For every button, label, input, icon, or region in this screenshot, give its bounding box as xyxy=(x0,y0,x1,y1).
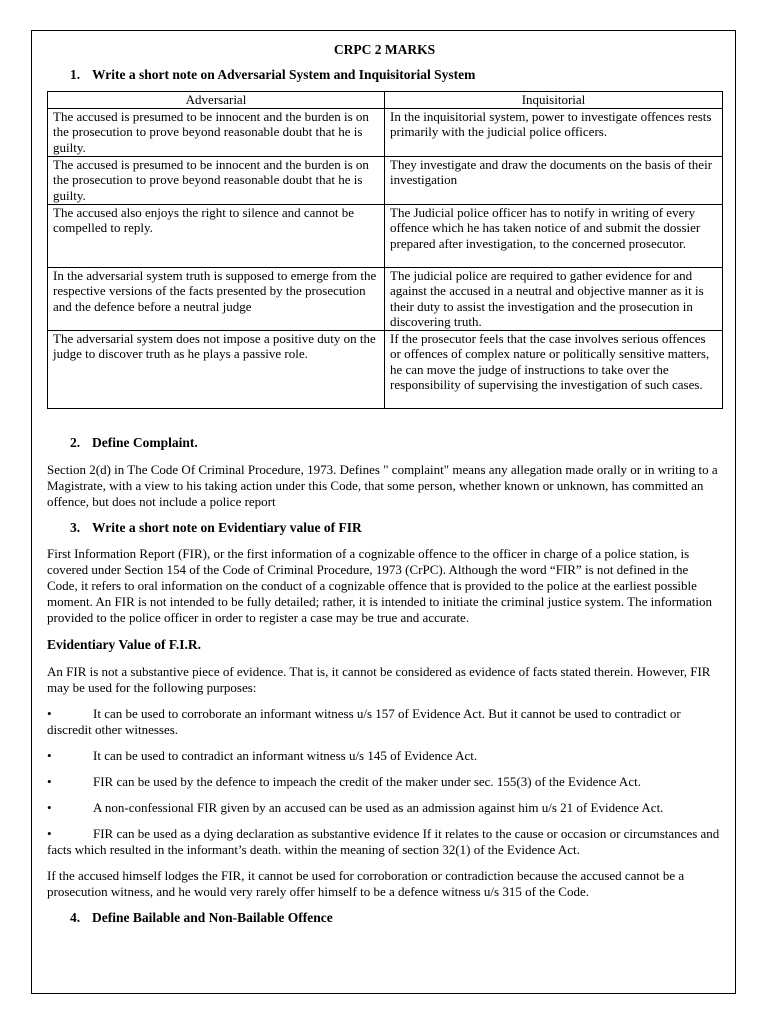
list-item xyxy=(47,800,722,816)
question-3-number: 3. xyxy=(70,519,81,535)
document-title: CRPC 2 MARKS xyxy=(333,42,436,57)
table-cell: The accused also enjoys the right to silence and cannot be compelled to reply. xyxy=(48,204,385,267)
list-item-text: It can be used to contradict an informant witness u/s 145 of Evidence Act. xyxy=(93,747,478,763)
question-1-number: 1. xyxy=(70,67,81,82)
question-3 xyxy=(47,520,722,536)
question-2 xyxy=(47,435,722,451)
evidentiary-value-heading: Evidentiary Value of F.I.R. xyxy=(47,636,202,652)
question-2-answer: Section 2(d) in The Code Of Criminal Procedure, 1973. Defines " complaint" means any allegation made orally or in writing to a Magistrate, with a view to his taking action under this Code, that some person, whether known or unknown, has committed an offence, but does not include a police report xyxy=(47,461,718,509)
table-row xyxy=(48,330,723,408)
table-cell: They investigate and draw the documents on the basis of their investigation xyxy=(385,156,723,204)
question-4 xyxy=(47,910,722,926)
list-item-text: It can be used to corroborate an informant witness u/s 157 of Evidence Act. But it cannot be used to contradict or discredit other witnesses. xyxy=(47,705,681,737)
list-item-text: A non-confessional FIR given by an accused can be used as an admission against him u/s 21 of Evidence Act. xyxy=(93,799,664,815)
header-inquisitorial: Inquisitorial xyxy=(385,92,723,109)
table-cell: In the adversarial system truth is supposed to emerge from the respective versions of the facts presented by the prosecution and the defence before a neutral judge xyxy=(48,267,385,330)
table-row xyxy=(48,267,723,330)
list-item xyxy=(47,706,722,738)
bullet-symbol: • xyxy=(47,705,52,721)
evidentiary-value-intro: An FIR is not a substantive piece of evidence. That is, it cannot be considered as evidence of facts stated therein. However, FIR may be used for the following purposes: xyxy=(47,663,711,695)
evidentiary-value-closing: If the accused himself lodges the FIR, it cannot be used for corroboration or contradiction because the accused cannot be a prosecution witness, and he would very rarely offer himself to be a defence witness u/s 315 of the Code. xyxy=(47,867,685,899)
table-header-row xyxy=(48,92,723,109)
document-body xyxy=(47,42,722,926)
table-cell: The accused is presumed to be innocent and the burden is on the prosecution to prove beyond reasonable doubt that he is guilty. xyxy=(48,156,385,204)
bullet-symbol: • xyxy=(47,825,52,841)
comparison-table xyxy=(47,91,723,409)
table-cell: The accused is presumed to be innocent and the burden is on the prosecution to prove beyond reasonable doubt that he is guilty. xyxy=(48,108,385,156)
table-cell: The adversarial system does not impose a positive duty on the judge to discover truth as he plays a passive role. xyxy=(48,330,385,408)
question-1 xyxy=(47,67,722,83)
table-row xyxy=(48,204,723,267)
table-cell: In the inquisitorial system, power to investigate offences rests primarily with the judicial police officers. xyxy=(385,108,723,156)
table-row xyxy=(48,156,723,204)
bullet-symbol: • xyxy=(47,747,52,763)
table-cell: The judicial police are required to gather evidence for and against the accused in a neutral and objective manner as it is their duty to assist the investigation and the prosecution in discovering truth. xyxy=(385,267,723,330)
question-1-text: Write a short note on Adversarial System and Inquisitorial System xyxy=(92,67,476,82)
header-adversarial: Adversarial xyxy=(48,92,385,109)
question-2-text: Define Complaint. xyxy=(92,434,198,450)
list-item xyxy=(47,774,722,790)
list-item-text: FIR can be used as a dying declaration as substantive evidence If it relates to the cause or occasion or circumstances and facts which resulted in the informant’s death. within the meaning of section 32(1) of the Evidence Act. xyxy=(47,825,720,857)
table-row xyxy=(48,108,723,156)
question-3-text: Write a short note on Evidentiary value of FIR xyxy=(92,519,362,535)
question-2-number: 2. xyxy=(70,434,81,450)
bullet-symbol: • xyxy=(47,799,52,815)
question-4-text: Define Bailable and Non-Bailable Offence xyxy=(92,909,333,925)
list-item xyxy=(47,826,722,858)
list-item-text: FIR can be used by the defence to impeach the credit of the maker under sec. 155(3) of the Evidence Act. xyxy=(93,773,641,789)
table-cell: If the prosecutor feels that the case involves serious offences or offences of complex nature or politically sensitive matters, he can move the judge of instructions to take over the responsibility of supervising the investigation of such cases. xyxy=(385,330,723,408)
bullet-symbol: • xyxy=(47,773,52,789)
table-cell: The Judicial police officer has to notify in writing of every offence which he has taken notice of and submit the dossier prepared after investigation, to the concerned prosecutor. xyxy=(385,204,723,267)
list-item xyxy=(47,748,722,764)
question-3-answer: First Information Report (FIR), or the first information of a cognizable offence to the officer in charge of a police station, is covered under Section 154 of the Code of Criminal Procedure, 1973 (CrPC). Although the word “FIR” is not defined in the Code, it refers to oral information on the conduct of a cognizable offence that is provided to the police at the earliest possible moment. An FIR is not intended to be fully detailed; rather, it is intended to initiate the criminal justice system. The information provided to the police officer in order to register a case may be true and accurate. xyxy=(47,545,712,625)
question-4-number: 4. xyxy=(70,909,81,925)
